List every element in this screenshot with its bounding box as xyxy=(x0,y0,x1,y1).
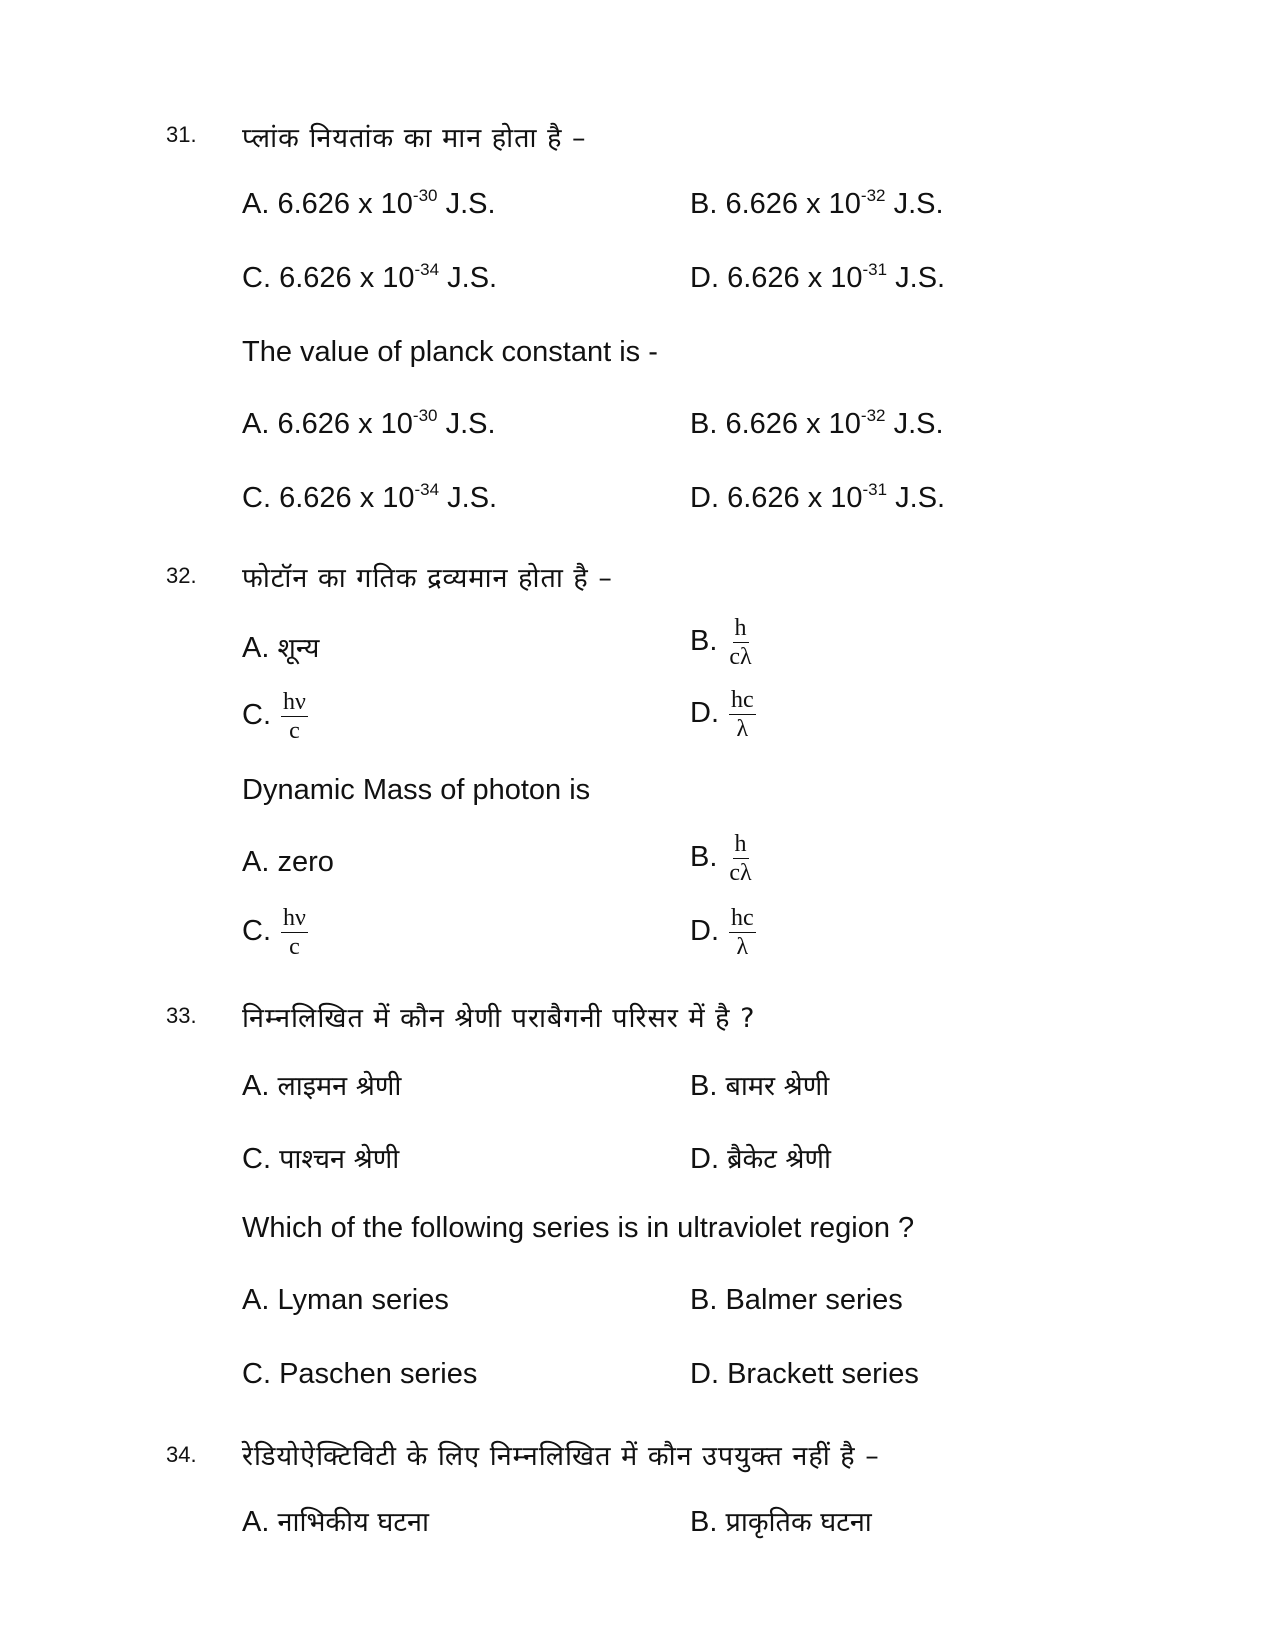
option-a: A. 6.626 x $10^{-30}$ J.S. xyxy=(242,186,496,220)
fraction: $\frac{h\nu}{c}$ xyxy=(283,905,306,960)
question-text-hindi: प्लांक नियतांक का मान होता है – xyxy=(242,123,587,154)
option-d: D. $\frac{hc}{\lambda}$ xyxy=(690,905,754,960)
question-text-hindi: फोटॉन का गतिक द्रव्यमान होता है – xyxy=(242,563,613,594)
option-d: D. $\frac{hc}{\lambda}$ xyxy=(690,687,754,742)
question-text-hindi: निम्नलिखित में कौन श्रेणी पराबैगनी परिसर में है ? xyxy=(242,1003,756,1034)
option-c: C. $\frac{h\nu}{c}$ xyxy=(242,689,306,744)
option-b: B. Balmer series xyxy=(690,1284,903,1316)
option-c: C. Paschen series xyxy=(242,1358,478,1390)
option-b: B. 6.626 x $10^{-32}$ J.S. xyxy=(690,186,944,220)
fraction: $\frac{h}{c\lambda}$ xyxy=(729,615,752,670)
option-c: C. 6.626 x $10^{-34}$ J.S. xyxy=(242,480,498,514)
question-number: 32. xyxy=(166,563,197,588)
option-b: B. प्राकृतिक घटना xyxy=(690,1506,872,1538)
question-number: 31. xyxy=(166,122,197,147)
question-text-english: Dynamic Mass of photon is xyxy=(242,774,591,806)
fraction: $\frac{h\nu}{c}$ xyxy=(283,689,306,744)
option-a: A. लाइमन श्रेणी xyxy=(242,1070,402,1102)
option-a: A. 6.626 x $10^{-30}$ J.S. xyxy=(242,406,496,440)
question-number: 33. xyxy=(166,1003,197,1028)
option-b: B. $\frac{h}{c\lambda}$ xyxy=(690,615,752,670)
option-d: D. 6.626 x $10^{-31}$ J.S. xyxy=(690,260,946,294)
question-text-hindi: रेडियोऐक्टिविटी के लिए निम्नलिखित में कौन उपयुक्त नहीं है – xyxy=(242,1441,880,1472)
option-a: A. zero xyxy=(242,846,334,878)
option-c: C. 6.626 x $10^{-34}$ J.S. xyxy=(242,260,498,294)
option-a: A. Lyman series xyxy=(242,1284,449,1316)
option-b: B. बामर श्रेणी xyxy=(690,1070,830,1102)
option-a: A. शून्य xyxy=(242,632,320,664)
option-d: D. 6.626 x $10^{-31}$ J.S. xyxy=(690,480,946,514)
option-a: A. नाभिकीय घटना xyxy=(242,1506,429,1538)
question-number: 34. xyxy=(166,1442,197,1467)
option-b: B. 6.626 x $10^{-32}$ J.S. xyxy=(690,406,944,440)
fraction: $\frac{hc}{\lambda}$ xyxy=(731,905,754,960)
option-c: C. $\frac{h\nu}{c}$ xyxy=(242,905,306,960)
question-text-english: The value of planck constant is - xyxy=(242,336,658,368)
option-d: D. ब्रैकेट श्रेणी xyxy=(690,1143,832,1175)
question-text-english: Which of the following series is in ultraviolet region ? xyxy=(242,1212,915,1244)
option-d: D. Brackett series xyxy=(690,1358,919,1390)
fraction: $\frac{h}{c\lambda}$ xyxy=(729,831,752,886)
option-b: B. $\frac{h}{c\lambda}$ xyxy=(690,831,752,886)
option-c: C. पाश्चन श्रेणी xyxy=(242,1143,400,1175)
fraction: $\frac{hc}{\lambda}$ xyxy=(731,687,754,742)
